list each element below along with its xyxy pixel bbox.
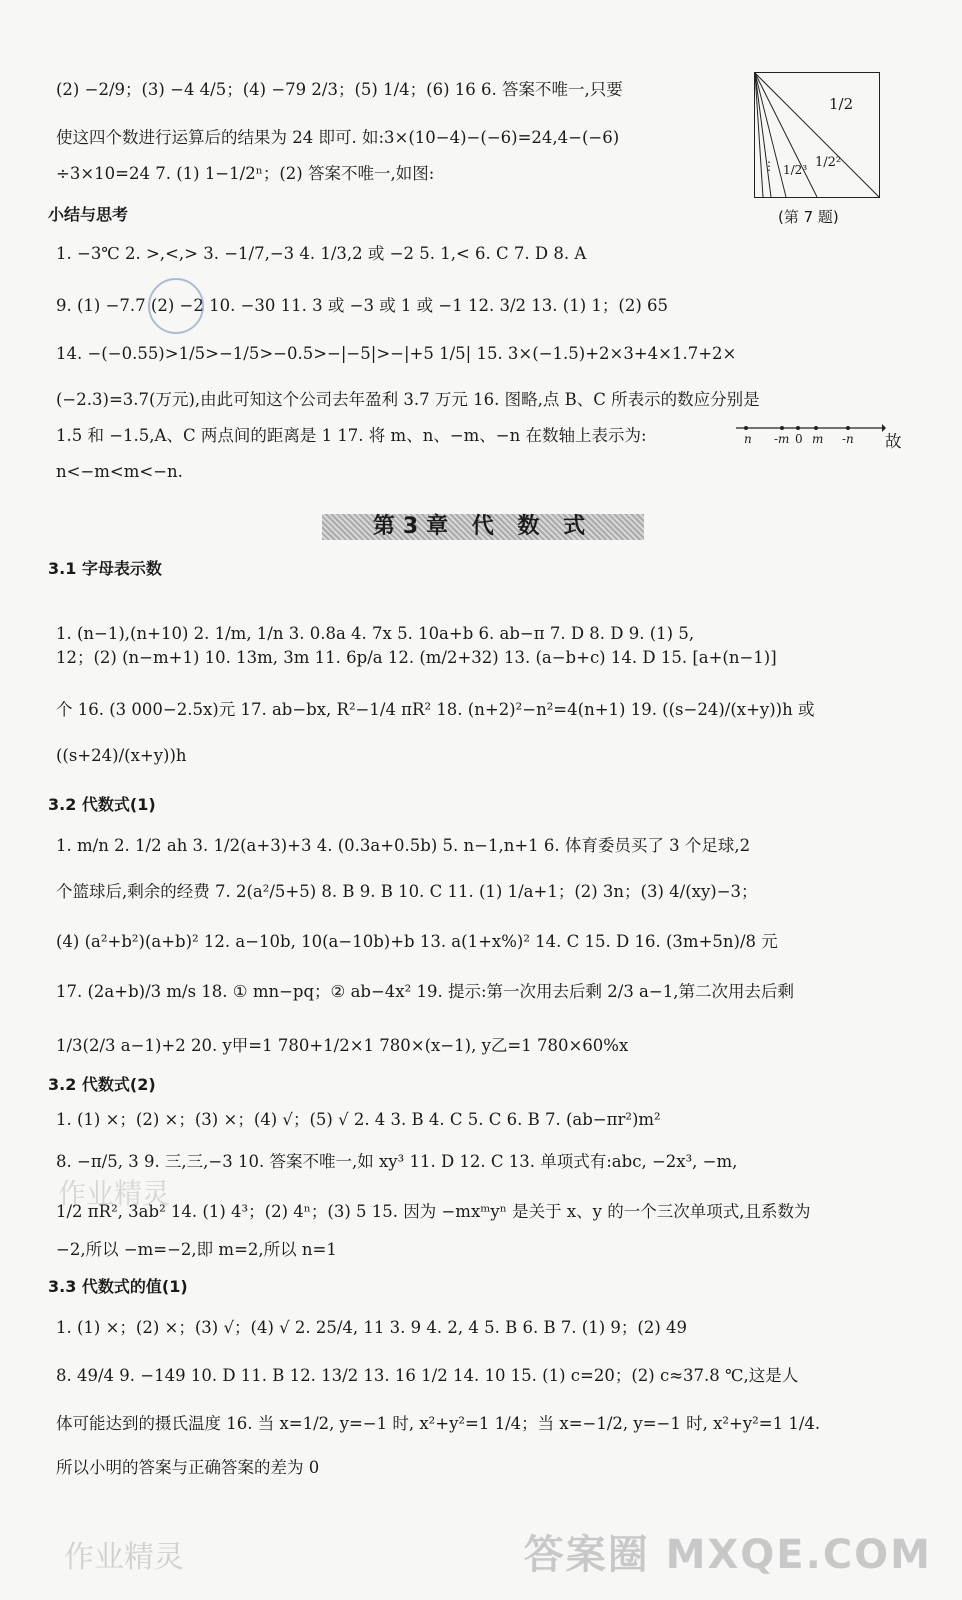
answer-line: 体可能达到的摄氏温度 16. 当 x=1/2, y=−1 时, x²+y²=1 1/4；当 x=−1/2, y=−1 时, x²+y²=1 1/4. xyxy=(56,1414,821,1433)
section-title: 3.1 字母表示数 xyxy=(48,559,162,578)
label-eighth: 1/2³ xyxy=(783,163,808,177)
answer-line: 个 16. (3 000−2.5x)元 17. ab−bx, R²−1/4 πR² 18. (n+2)²−n²=4(n+1) 19. ((s−24)/(x+y))h 或 xyxy=(56,700,815,719)
watermark: 作业精灵 xyxy=(64,1540,184,1575)
chapter-title: 第3章 代 数 式 xyxy=(322,514,644,540)
ink-stamp xyxy=(148,278,204,334)
answer-line: 1/3(2/3 a−1)+2 20. y甲=1 780+1/2×1 780×(x−1), y乙=1 780×60%x xyxy=(56,1036,629,1055)
number-line-axis xyxy=(736,420,886,450)
answer-line: 1. (n−1),(n+10) 2. 1/m, 1/n 3. 0.8a 4. 7x 5. 10a+b 6. ab−π 7. D 8. D 9. (1) 5, xyxy=(56,624,695,643)
answer-line: 所以小明的答案与正确答案的差为 0 xyxy=(56,1458,320,1477)
answer-line: (2) −2/9；(3) −4 4/5；(4) −79 2/3；(5) 1/4；(6) 16 6. 答案不唯一,只要 xyxy=(56,80,623,99)
answer-line: 8. −π/5, 3 9. 三,三,−3 10. 答案不唯一,如 xy³ 11. D 12. C 13. 单项式有:abc, −2x³, −m, xyxy=(56,1152,738,1171)
answer-line: 1/2 πR², 3ab² 14. (1) 4³；(2) 4ⁿ；(3) 5 15. 因为 −mxᵐyⁿ 是关于 x、y 的一个三次单项式,且系数为 xyxy=(56,1202,811,1221)
answer-line: n<−m<m<−n. xyxy=(56,462,183,481)
tick-label: -n xyxy=(842,432,854,446)
answer-line: 8. 49/4 9. −149 10. D 11. B 12. 13/2 13. 16 1/2 14. 10 15. (1) c=20；(2) c≈37.8 ℃,这是人 xyxy=(56,1366,799,1385)
label-dots: ⋮ xyxy=(763,159,775,173)
tick-label: n xyxy=(744,432,752,446)
answer-line: 1.5 和 −1.5,A、C 两点间的距离是 1 17. 将 m、n、−m、−n 在数轴上表示为: xyxy=(56,426,647,445)
label-half: 1/2 xyxy=(829,95,854,113)
answer-line: 个篮球后,剩余的经费 7. 2(a²/5+5) 8. B 9. B 10. C 11. (1) 1/a+1；(2) 3n；(3) 4/(xy)−3； xyxy=(56,882,758,901)
answer-line: 9. (1) −7.7 (2) −2 10. −30 11. 3 或 −3 或 1 或 −1 12. 3/2 13. (1) 1；(2) 65 xyxy=(56,296,668,315)
answer-suffix: 故 xyxy=(885,432,902,451)
answer-line: 1. (1) ×；(2) ×；(3) √；(4) √ 2. 25/4, 11 3. 9 4. 2, 4 5. B 6. B 7. (1) 9；(2) 49 xyxy=(56,1318,688,1337)
answer-line: 17. (2a+b)/3 m/s 18. ① mn−pq；② ab−4x² 19. 提示:第一次用去后剩 2/3 a−1,第二次用去后剩 xyxy=(56,982,794,1001)
answer-line: 14. −(−0.55)>1/5>−1/5>−0.5>−|−5|>−|+5 1/5| 15. 3×(−1.5)+2×3+4×1.7+2× xyxy=(56,344,737,363)
answer-line: 1. (1) ×；(2) ×；(3) ×；(4) √；(5) √ 2. 4 3. B 4. C 5. C 6. B 7. (ab−πr²)m² xyxy=(56,1110,661,1129)
tick-label: 0 xyxy=(795,432,803,446)
answer-line: 1. m/n 2. 1/2 ah 3. 1/2(a+3)+3 4. (0.3a+0.5b) 5. n−1,n+1 6. 体育委员买了 3 个足球,2 xyxy=(56,836,751,855)
section-title: 3.3 代数式的值(1) xyxy=(48,1277,188,1296)
answer-line: 1. −3℃ 2. >,<,> 3. −1/7,−3 4. 1/3,2 或 −2 5. 1,< 6. C 7. D 8. A xyxy=(56,244,587,263)
answer-line: 使这四个数进行运算后的结果为 24 即可. 如:3×(10−4)−(−6)=24,4−(−6) xyxy=(56,128,620,147)
label-quarter: 1/2² xyxy=(815,155,842,170)
watermark: 作业精灵 xyxy=(58,1177,171,1210)
number-line xyxy=(736,420,886,450)
section-title: 3.2 代数式(1) xyxy=(48,795,156,814)
fraction-diagram xyxy=(755,73,879,197)
answer-line: −2,所以 −m=−2,即 m=2,所以 n=1 xyxy=(56,1240,337,1259)
section-title: 3.2 代数式(2) xyxy=(48,1075,156,1094)
figure-caption: (第 7 题) xyxy=(778,208,839,226)
tick-label: m xyxy=(812,432,824,446)
answer-line: 12；(2) (n−m+1) 10. 13m, 3m 11. 6p/a 12. (m/2+32) 13. (a−b+c) 14. D 15. [a+(n−1)] xyxy=(56,648,777,667)
answer-line: (−2.3)=3.7(万元),由此可知这个公司去年盈利 3.7 万元 16. 图略,点 B、C 所表示的数应分别是 xyxy=(56,390,760,409)
answer-line: (4) (a²+b²)(a+b)² 12. a−10b, 10(a−10b)+b 13. a(1+x%)² 14. C 15. D 16. (3m+5n)/8 元 xyxy=(56,932,778,951)
answer-line: ÷3×10=24 7. (1) 1−1/2ⁿ；(2) 答案不唯一,如图: xyxy=(56,164,435,183)
tick-label: -m xyxy=(774,432,790,446)
section-title: 小结与思考 xyxy=(48,205,129,224)
answer-line: ((s+24)/(x+y))h xyxy=(56,746,187,765)
watermark: 答案圈 MXQE.COM xyxy=(523,1532,932,1578)
fraction-square-figure xyxy=(754,72,880,198)
